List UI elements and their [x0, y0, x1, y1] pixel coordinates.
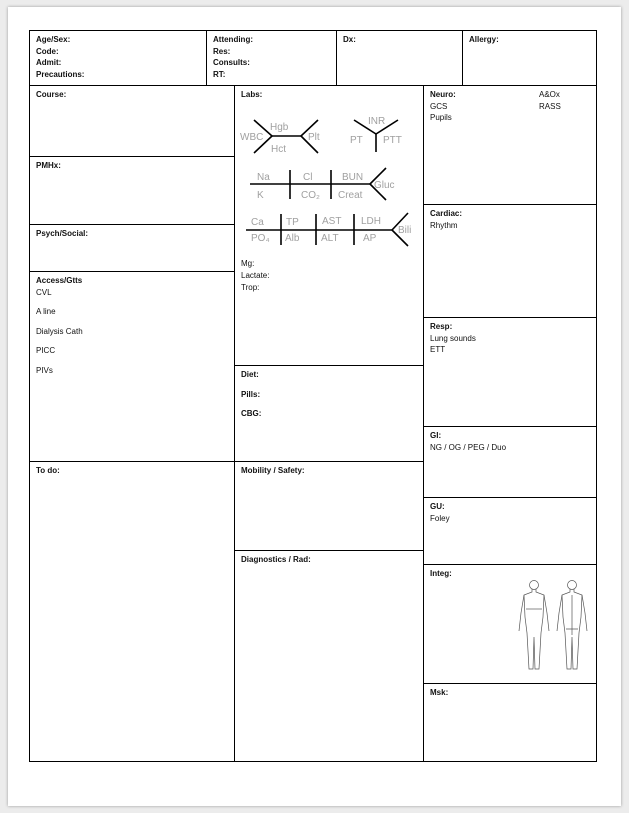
- access-box: [29, 271, 235, 462]
- alb-text: Alb: [285, 233, 300, 244]
- gu-box: [423, 497, 597, 565]
- ett-label: ETT: [430, 345, 446, 354]
- cvl-label: CVL: [36, 287, 52, 297]
- diagnostics-box: [234, 550, 424, 762]
- ca-text: Ca: [251, 217, 264, 228]
- todo-box: [29, 461, 235, 762]
- pmhx-label: PMHx:: [36, 161, 61, 170]
- pivs-label: PIVs: [36, 365, 53, 375]
- bili-text: Bili: [398, 225, 412, 236]
- trop-label: Trop:: [241, 283, 260, 292]
- resp-label: Resp:: [430, 322, 453, 331]
- pupils-label: Pupils: [430, 113, 452, 122]
- precautions-label: Precautions:: [36, 69, 85, 79]
- cardiac-label: Cardiac:: [430, 209, 463, 218]
- age-sex-label: Age/Sex:: [36, 35, 71, 44]
- a-line-label: A line: [36, 307, 56, 316]
- pt-text: PT: [350, 135, 363, 146]
- consults-label: Consults:: [213, 58, 250, 67]
- body-diagram-icon: [514, 577, 594, 673]
- integ-label: Integ:: [430, 569, 452, 578]
- k-text: K: [257, 190, 264, 201]
- ast-text: AST: [322, 216, 342, 227]
- pmhx-box: [29, 156, 235, 225]
- alt-text: ALT: [321, 233, 339, 244]
- mg-label: Mg:: [241, 259, 255, 268]
- dx-box: [336, 30, 463, 86]
- foley-label: Foley: [430, 513, 450, 523]
- header-team-box: [206, 30, 337, 86]
- cbg-label: CBG:: [241, 409, 262, 418]
- resp-box: [423, 317, 597, 427]
- gluc-text: Gluc: [374, 180, 395, 191]
- todo-label: To do:: [36, 466, 60, 475]
- admit-label: Admit:: [36, 58, 62, 67]
- diet-box: [234, 365, 424, 462]
- psych-social-label: Psych/Social:: [36, 229, 89, 238]
- neuro-label: Neuro:: [430, 90, 456, 99]
- bun-text: BUN: [342, 172, 364, 183]
- diet-label: Diet:: [241, 370, 259, 379]
- creat-text: Creat: [338, 190, 363, 201]
- msk-box: [423, 683, 597, 762]
- mobility-safety-label: Mobility / Safety:: [241, 466, 305, 475]
- mobility-box: [234, 461, 424, 551]
- na-text: Na: [257, 172, 270, 183]
- gi-label: GI:: [430, 431, 442, 440]
- gi-tubes-label: NG / OG / PEG / Duo: [430, 442, 507, 452]
- rass-label: RASS: [539, 102, 561, 111]
- ap-text: AP: [363, 233, 377, 244]
- ptt-text: PTT: [383, 135, 402, 146]
- dialysis-cath-label: Dialysis Cath: [36, 326, 83, 336]
- course-box: [29, 85, 235, 157]
- lung-sounds-label: Lung sounds: [430, 333, 476, 343]
- tp-text: TP: [286, 217, 299, 228]
- ldh-text: LDH: [361, 216, 382, 227]
- header-patient-box: [29, 30, 207, 86]
- lab-fishbone-diagrams: [234, 100, 424, 260]
- attending-label: Attending:: [213, 35, 253, 44]
- labs-label: Labs:: [241, 90, 263, 99]
- msk-label: Msk:: [430, 688, 449, 697]
- psych-box: [29, 224, 235, 272]
- code-label: Code:: [36, 46, 59, 56]
- rhythm-label: Rhythm: [430, 220, 458, 230]
- res-label: Res:: [213, 46, 231, 56]
- access-gtts-label: Access/Gtts: [36, 276, 83, 285]
- hct-text: Hct: [271, 144, 286, 155]
- cl-text: Cl: [303, 172, 313, 183]
- lactate-label: Lactate:: [241, 271, 270, 280]
- aox-label: A&Ox: [539, 90, 560, 99]
- gi-box: [423, 426, 597, 498]
- picc-label: PICC: [36, 346, 56, 355]
- dx-label: Dx:: [343, 35, 356, 44]
- allergy-box: [462, 30, 597, 86]
- cardiac-box: [423, 204, 597, 318]
- plt-text: Plt: [308, 132, 320, 143]
- co2-text: CO₂: [301, 190, 320, 201]
- pills-label: Pills:: [241, 389, 261, 399]
- course-label: Course:: [36, 90, 67, 99]
- allergy-label: Allergy:: [469, 35, 499, 44]
- neuro-box: [423, 85, 597, 205]
- gu-label: GU:: [430, 502, 445, 511]
- wbc-text: WBC: [240, 132, 264, 143]
- inr-text: INR: [368, 116, 386, 127]
- hgb-text: Hgb: [270, 122, 289, 133]
- gcs-label: GCS: [430, 101, 448, 111]
- rt-label: RT:: [213, 69, 226, 79]
- diagnostics-rad-label: Diagnostics / Rad:: [241, 555, 311, 564]
- po4-text: PO₄: [251, 233, 270, 244]
